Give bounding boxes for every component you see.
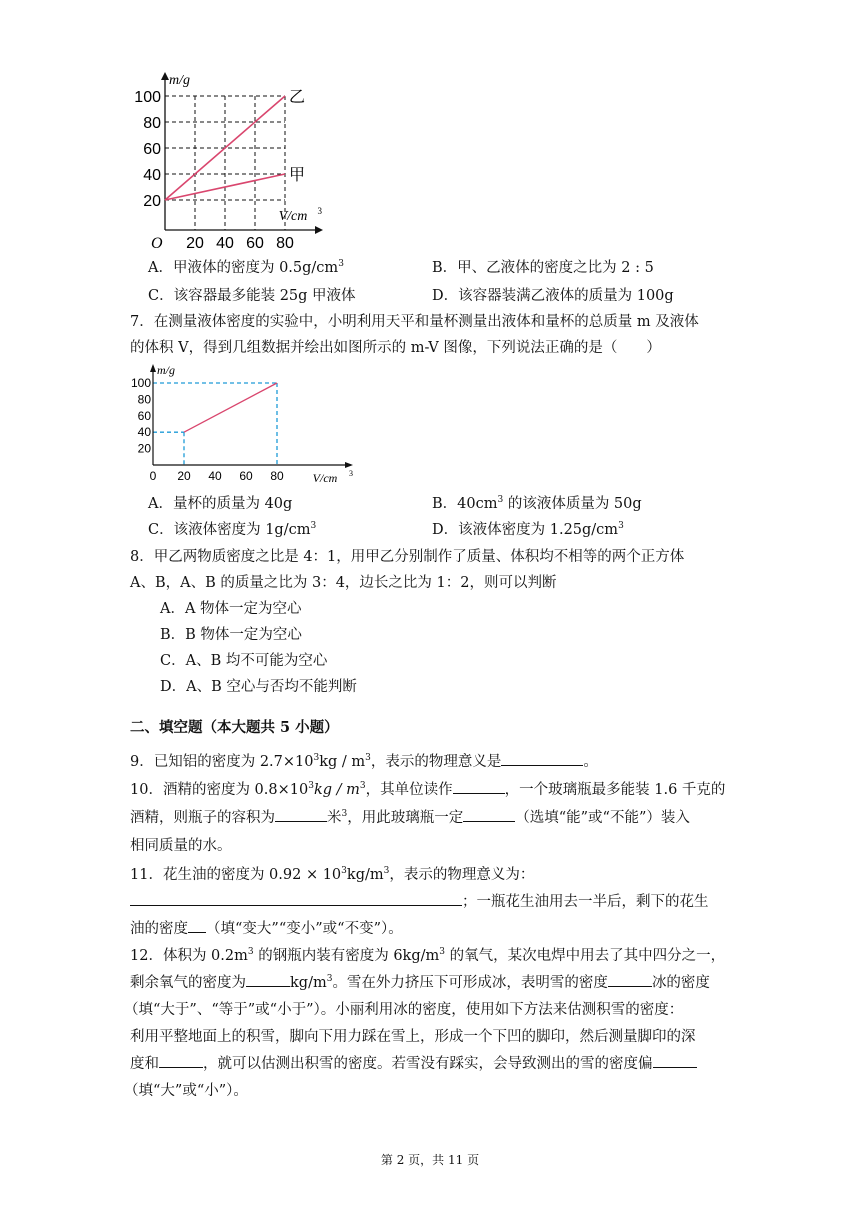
q12-line3: （填“大于”、“等于”或“小于”）。小丽利用冰的密度，使用如下方法来估测积雪的密度： <box>124 1002 684 1018</box>
x-tick-20: 20 <box>186 235 204 250</box>
chart-1-grid <box>165 96 285 230</box>
q6-option-a[interactable] <box>148 256 344 277</box>
q12-line1 <box>130 944 725 965</box>
x-axis-label: V/cm <box>312 471 338 485</box>
q12-l1c: 的氧气，某次电焊中用去了其中四分之一， <box>445 948 726 964</box>
q11-line1 <box>130 863 534 884</box>
x-tick-80: 80 <box>270 469 284 483</box>
q12-l1-sup: 3 <box>247 947 254 958</box>
q8-option-d[interactable]: D．A、B 空心与否均不能判断 <box>160 679 357 695</box>
q11-l3a: 油的密度 <box>130 921 188 937</box>
q10-l2a: 酒精，则瓶子的容积为 <box>130 810 275 826</box>
q12-line6: （填“大”或“小”）。 <box>124 1083 248 1099</box>
q11-l2: ；一瓶花生油用去一半后，剩下的花生 <box>462 894 709 910</box>
y-axis-arrow <box>150 364 156 372</box>
chart-2-series <box>184 383 277 432</box>
x-tick-80: 80 <box>276 235 294 250</box>
q10-l2c: ，用此玻璃瓶一定 <box>347 810 464 826</box>
q8-option-b[interactable]: B．B 物体一定为空心 <box>160 627 302 643</box>
series-label-0: 乙 <box>289 87 306 106</box>
q7-option-a[interactable]: A．量杯的质量为 40g <box>148 496 293 512</box>
section-heading-fill-in: 二、填空题（本大题共 5 小题） <box>130 719 339 736</box>
q10-l2b: 米 <box>327 810 342 826</box>
q11-l1c: ，表示的物理意义为： <box>389 867 535 883</box>
q9-tail: ，表示的物理意义是 <box>370 754 502 770</box>
q7-option-b-sup: 3 <box>497 495 504 506</box>
q7-option-d-text: D．该液体密度为 1.25g/cm <box>432 522 619 538</box>
q8-stem-line2: A、B，A、B 的质量之比为 3：4，边长之比为 1：2，则可以判断 <box>130 575 557 591</box>
origin-label: O <box>151 235 163 250</box>
q11-l1-sup2: 3 <box>383 866 390 877</box>
q12-l2d: 冰的密度 <box>651 975 710 991</box>
q12-l2a: 剩余氧气的密度为 <box>130 975 246 991</box>
q9-end: 。 <box>583 754 598 770</box>
q10-l1b: kg / m <box>313 782 360 798</box>
q12-line4: 利用平整地面上的积雪，脚向下用力踩在雪上，形成一个下凹的脚印，然后测量脚印的深 <box>130 1029 696 1045</box>
q9-head: 9．已知铝的密度为 2.7×10 <box>130 754 314 770</box>
y-tick-80: 80 <box>137 392 151 407</box>
q10-line1 <box>130 778 725 799</box>
y-axis-label: m/g <box>169 73 190 88</box>
x-axis-arrow <box>345 462 353 468</box>
q9 <box>130 750 598 771</box>
q11-l1-sup: 3 <box>341 866 347 877</box>
x-axis-arrow <box>315 226 323 234</box>
q12-l2c: 。雪在外力挤压下可形成冰，表明雪的密度 <box>332 975 608 991</box>
q12-l5b: ，就可以估测出积雪的密度。若雪没有踩实，会导致测出的雪的密度偏 <box>203 1056 653 1072</box>
q6-option-d[interactable]: D．该容器装满乙液体的质量为 100g <box>432 288 674 304</box>
q10-l1-sup: 3 <box>308 781 314 792</box>
q7-option-b[interactable] <box>432 492 642 513</box>
q10-blank-1[interactable] <box>453 779 505 794</box>
q12-l1-sup2: 3 <box>439 947 445 958</box>
q10-l1-sup2: 3 <box>359 781 366 792</box>
q7-option-c-text: C．该液体密度为 1g/cm <box>148 522 311 538</box>
q12-blank-3[interactable] <box>159 1053 203 1068</box>
series-label-1: 甲 <box>289 165 306 184</box>
q11-l3b: （填“变大”“变小”或“不变”）。 <box>206 921 403 937</box>
q7-option-c[interactable] <box>148 518 316 539</box>
y-tick-40: 40 <box>137 425 151 440</box>
chart-2-labels <box>131 363 353 485</box>
y-axis-label: m/g <box>157 363 175 377</box>
y-tick-60: 60 <box>143 141 161 158</box>
y-axis-arrow <box>161 72 169 80</box>
q12-blank-2[interactable] <box>608 972 652 987</box>
q10-l1c: ，其单位读作 <box>365 782 453 798</box>
q9-mid: kg / m <box>319 754 366 770</box>
y-tick-20: 20 <box>143 193 161 210</box>
q7-stem-line2: 的体积 V，得到几组数据并绘出如图所示的 m-V 图像，下列说法正确的是（ ） <box>130 340 661 356</box>
q12-line5 <box>130 1052 697 1073</box>
q7-option-d-sup: 3 <box>618 521 624 532</box>
chart-2-axes <box>150 364 353 468</box>
q10-l1a: 10．酒精的密度为 0.8×10 <box>130 782 309 798</box>
q9-sup: 3 <box>313 753 320 764</box>
q6-option-a-text: A．甲液体的密度为 0.5g/cm <box>148 260 339 276</box>
chart-2-mv-graph <box>125 362 355 487</box>
q8-stem-line1: 8．甲乙两物质密度之比是 4：1，用甲乙分别制作了质量、体积均不相等的两个正方体 <box>130 549 685 565</box>
q6-option-b[interactable]: B．甲、乙液体的密度之比为 2 : 5 <box>432 260 654 276</box>
y-tick-20: 20 <box>137 441 151 456</box>
q6-option-c[interactable]: C．该容器最多能装 25g 甲液体 <box>148 288 356 304</box>
q12-blank-4[interactable] <box>653 1053 697 1068</box>
x-tick-40: 40 <box>216 235 234 250</box>
y-tick-100: 100 <box>134 89 161 106</box>
q10-line2 <box>130 806 690 827</box>
q11-l1b: kg/m <box>346 867 384 883</box>
chart-2-guides <box>153 383 277 465</box>
q11-line2 <box>130 890 709 911</box>
q11-line3 <box>130 917 403 938</box>
q8-option-c[interactable]: C．A、B 均不可能为空心 <box>160 653 328 669</box>
q10-l2d: （选填“能”或“不能”）装入 <box>515 810 690 826</box>
y-tick-40: 40 <box>143 167 161 184</box>
q12-line2 <box>130 971 710 992</box>
q12-l5a: 度和 <box>130 1056 159 1072</box>
x-tick-60: 60 <box>246 235 264 250</box>
q9-sup2: 3 <box>365 753 371 764</box>
q10-line3: 相同质量的水。 <box>130 838 232 854</box>
x-tick-60: 60 <box>239 469 253 483</box>
y-tick-100: 100 <box>130 376 151 390</box>
q11-l1a: 11．花生油的密度为 0.92 × 10 <box>130 867 342 883</box>
x-tick-0: 0 <box>149 469 157 483</box>
q7-option-c-sup: 3 <box>310 521 317 532</box>
q11-blank-2[interactable] <box>188 918 206 933</box>
q12-l2b: kg/m <box>290 975 327 991</box>
x-tick-20: 20 <box>177 469 191 483</box>
x-axis-label: V/cm <box>278 209 308 224</box>
series-line-0 <box>184 383 277 432</box>
y-tick-80: 80 <box>143 115 161 132</box>
x-axis-label-sup: 3 <box>317 206 322 216</box>
page-footer: 第 2 页，共 11 页 <box>380 1153 480 1167</box>
q10-blank-2[interactable] <box>275 807 327 822</box>
q7-option-b-tail: 的该液体质量为 50g <box>503 496 642 512</box>
q7-option-d[interactable] <box>432 518 624 539</box>
x-axis-label-sup: 3 <box>349 469 353 478</box>
x-tick-40: 40 <box>208 469 222 483</box>
q9-answer-blank[interactable] <box>501 751 583 766</box>
q6-option-a-sup: 3 <box>338 259 344 270</box>
q12-blank-1[interactable] <box>246 972 290 987</box>
q12-l1b: 的钢瓶内装有密度为 6kg/m <box>253 948 440 964</box>
q10-l1d: ，一个玻璃瓶最多能装 1.6 千克的 <box>504 782 726 798</box>
q12-l2-sup: 3 <box>326 974 333 985</box>
q11-blank-1[interactable] <box>130 891 462 906</box>
y-tick-60: 60 <box>137 408 151 423</box>
q12-l1a: 12．体积为 0.2m <box>130 948 248 964</box>
q10-blank-3[interactable] <box>463 807 515 822</box>
q7-option-b-text: B．40cm <box>432 496 498 512</box>
chart-1-mv-graph <box>125 70 325 250</box>
q8-option-a[interactable]: A．A 物体一定为空心 <box>160 601 302 617</box>
chart-1-labels <box>134 73 322 250</box>
q10-l2-sup: 3 <box>341 809 348 820</box>
q7-stem-line1: 7．在测量液体密度的实验中，小明利用天平和量杯测量出液体和量杯的总质量 m 及液体 <box>130 314 699 330</box>
